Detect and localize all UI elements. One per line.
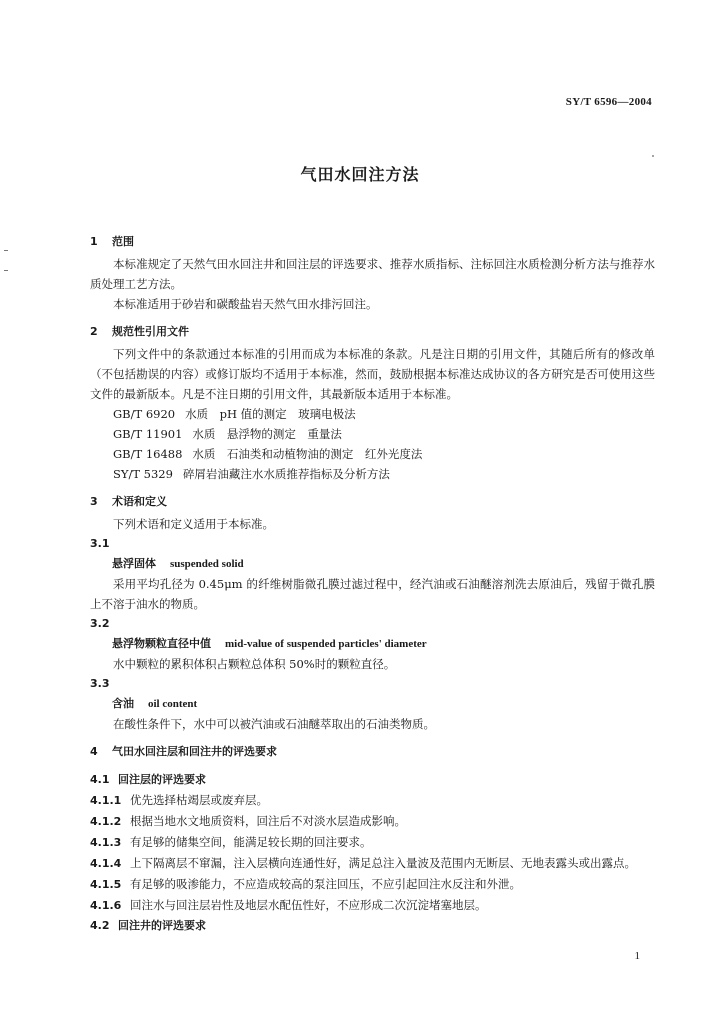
section-title: 范围 xyxy=(112,235,134,248)
subsection-title: 回注层的评选要求 xyxy=(118,773,206,786)
clause xyxy=(90,874,655,895)
reference-code: GB/T 11901 xyxy=(113,427,183,441)
subsection-title: 回注井的评选要求 xyxy=(118,919,206,932)
scan-speck xyxy=(652,155,654,157)
term-cn: 悬浮固体 xyxy=(112,557,156,570)
section-title: 术语和定义 xyxy=(112,495,167,508)
page-number: 1 xyxy=(634,950,640,962)
term-cn: 含油 xyxy=(112,697,134,710)
clause-number: 4.1.2 xyxy=(90,815,122,828)
clause xyxy=(90,811,655,832)
subsection-heading xyxy=(90,770,655,790)
clause-number: 4.1.1 xyxy=(90,794,122,807)
term-definition: 采用平均孔径为 0.45μm 的纤维树脂微孔膜过滤过程中，经汽油或石油醚溶剂洗去原油后，残留于微孔膜上不溶于油水的物质。 xyxy=(90,577,655,611)
clause xyxy=(90,832,655,853)
reference-title: 水质 石油类和动植物油的测定 红外光度法 xyxy=(192,447,423,461)
term-en: oil content xyxy=(148,698,198,710)
term-definition: 水中颗粒的累积体积占颗粒总体积 50%时的颗粒直径。 xyxy=(113,657,396,671)
section-heading-normative-references xyxy=(90,320,655,344)
term-number: 3.2 xyxy=(90,617,110,630)
reference-code: GB/T 6920 xyxy=(113,407,176,421)
scan-edge-mark xyxy=(4,250,8,251)
section-title: 规范性引用文件 xyxy=(112,325,189,338)
section-number: 1 xyxy=(90,235,98,248)
clause-number: 4.1.4 xyxy=(90,857,122,870)
document-title: 气田水回注方法 xyxy=(300,165,420,184)
paragraph: 本标准规定了天然气田水回注井和回注层的评选要求、推荐水质指标、注标回注水质检测分析方法与推荐水质处理工艺方法。 xyxy=(90,257,655,291)
term-en: mid-value of suspended particles' diameter xyxy=(225,638,427,650)
term-number: 3.3 xyxy=(90,677,110,690)
scan-edge-mark xyxy=(4,270,8,271)
reference-item xyxy=(90,424,655,444)
paragraph: 本标准适用于砂岩和碳酸盐岩天然气田水排污回注。 xyxy=(113,297,378,311)
reference-item xyxy=(90,444,655,464)
subsection-number: 4.2 xyxy=(90,919,110,932)
reference-code: GB/T 16488 xyxy=(113,447,183,461)
clause xyxy=(90,853,655,874)
term-en: suspended solid xyxy=(170,558,244,570)
section-title: 气田水回注层和回注井的评选要求 xyxy=(112,745,277,758)
paragraph: 下列文件中的条款通过本标准的引用而成为本标准的条款。凡是注日期的引用文件，其随后所有的修改单（不包括勘误的内容）或修订版均不适用于本标准，然而，鼓励根据本标准达成协议的各方研究是否可使用这些文件的最新版本。凡是不注日期的引用文件，其最新版本适用于本标准。 xyxy=(90,347,655,401)
paragraph: 下列术语和定义适用于本标准。 xyxy=(113,517,274,531)
clause-text: 有足够的吸渗能力，不应造成较高的泵注回压，不应引起回注水反注和外泄。 xyxy=(130,877,521,891)
document-body xyxy=(90,230,655,936)
clause-text: 根据当地水文地质资料，回注后不对淡水层造成影响。 xyxy=(130,814,406,828)
clause-text: 上下隔离层不窜漏，注入层横向连通性好，满足总注入量波及范围内无断层、无地表露头或出露点。 xyxy=(130,856,636,870)
subsection-heading xyxy=(90,916,655,936)
section-heading-terms-definitions xyxy=(90,490,655,514)
term-cn: 悬浮物颗粒直径中值 xyxy=(112,637,211,650)
reference-title: 水质 pH 值的测定 玻璃电极法 xyxy=(185,407,356,421)
clause-number: 4.1.3 xyxy=(90,836,122,849)
section-heading-scope xyxy=(90,230,655,254)
section-heading-evaluation-requirements xyxy=(90,740,655,764)
term-heading xyxy=(90,634,655,654)
clause xyxy=(90,895,655,916)
section-number: 4 xyxy=(90,745,98,758)
reference-title: 碎屑岩油藏注水水质推荐指标及分析方法 xyxy=(182,467,390,481)
clause-number: 4.1.6 xyxy=(90,899,122,912)
reference-code: SY/T 5329 xyxy=(113,467,173,481)
reference-title: 水质 悬浮物的测定 重量法 xyxy=(192,427,342,441)
term-number: 3.1 xyxy=(90,537,110,550)
term-definition: 在酸性条件下，水中可以被汽油或石油醚萃取出的石油类物质。 xyxy=(113,717,435,731)
clause-text: 回注水与回注层岩性及地层水配伍性好，不应形成二次沉淀堵塞地层。 xyxy=(130,898,487,912)
section-number: 2 xyxy=(90,325,98,338)
term-heading xyxy=(90,554,655,574)
clause xyxy=(90,790,655,811)
clause-text: 有足够的储集空间，能满足较长期的回注要求。 xyxy=(130,835,372,849)
section-number: 3 xyxy=(90,495,98,508)
reference-item xyxy=(90,404,655,424)
clause-number: 4.1.5 xyxy=(90,878,122,891)
clause-text: 优先选择枯竭层或废弃层。 xyxy=(130,793,268,807)
subsection-number: 4.1 xyxy=(90,773,110,786)
term-heading xyxy=(90,694,655,714)
standard-code: SY/T 6596—2004 xyxy=(565,96,652,108)
reference-item xyxy=(90,464,655,484)
